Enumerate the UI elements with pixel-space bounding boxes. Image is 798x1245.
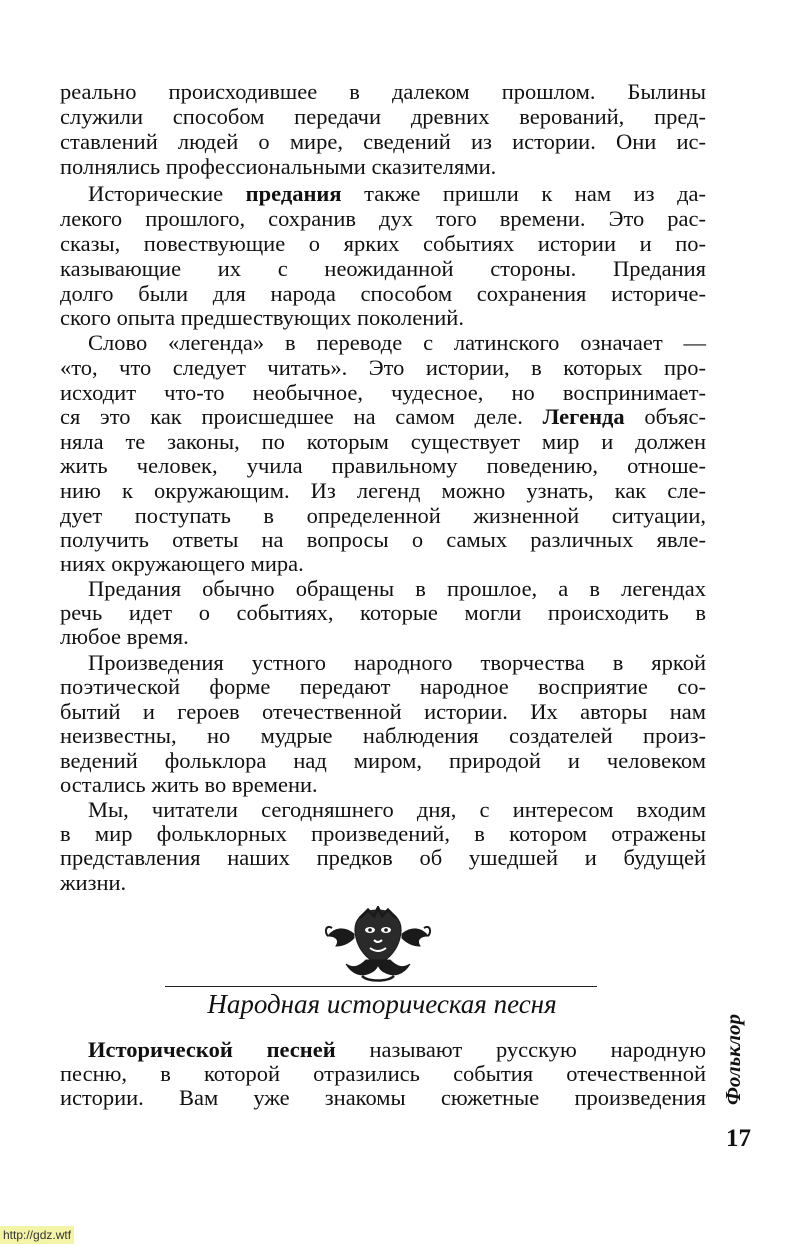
text-line: получить ответы на вопросы о самых различных явле-: [60, 527, 706, 552]
text-line: дует поступать в определенной жизненной ситуации,: [60, 503, 706, 528]
text-line: лекого прошлого, сохранив дух того времени. Это рас-: [60, 206, 706, 231]
text-line: нию к окружающим. Из легенд можно узнать, как сле-: [60, 478, 706, 503]
text-line: казывающие их с неожиданной стороны. Предания: [60, 256, 706, 281]
text-line: долго были для народа способом сохранения историче-: [60, 281, 706, 306]
text-line: ся это как происшедшее на самом деле. Легенда объяс-: [60, 404, 706, 429]
text-line: исходит что-то необычное, чудесное, но воспринимает-: [60, 380, 706, 405]
text-line: Произведения устного народного творчества в яркой: [88, 650, 706, 675]
text-line: ставлений людей о мире, сведений из истории. Они ис-: [60, 129, 706, 154]
term-predaniya: предания: [245, 181, 342, 206]
text-line: любое время.: [60, 624, 189, 649]
text-line: представления наших предков об ушедшей и будущей: [60, 845, 706, 870]
text-line: в мир фольклорных произведений, в котором отражены: [60, 821, 706, 846]
text-line: бытий и героев отечественной истории. Их авторы нам: [60, 699, 706, 724]
text-line: жить человек, учила правильному поведению, отноше-: [60, 453, 706, 478]
text-line: ведений фольклора над миром, природой и человеком: [60, 748, 706, 773]
text-line: няла те законы, по которым существует мир и должен: [60, 429, 706, 454]
text-line: сказы, повествующие о ярких событиях истории и по-: [60, 231, 706, 256]
watermark-link[interactable]: http://gdz.wtf: [0, 1226, 74, 1244]
page-number: 17: [726, 1125, 751, 1152]
term-istoricheskaya-pesnya: Исторической песней: [88, 1037, 336, 1062]
text-line: жизни.: [60, 870, 127, 895]
term-legenda: Легенда: [542, 404, 625, 429]
text-line: Мы, читатели сегодняшнего дня, с интересом входим: [88, 797, 706, 822]
text-line: остались жить во времени.: [60, 772, 318, 797]
text-line: Исторические предания также пришли к нам из да-: [88, 181, 706, 206]
text-line: реально происходившее в далеком прошлом. Былины: [60, 79, 706, 104]
text-line: Исторической песней называют русскую народную: [88, 1037, 707, 1062]
side-section-label: Фольклор: [721, 1013, 745, 1105]
text-line: неизвестны, но мудрые наблюдения создателей произ-: [60, 723, 706, 748]
section-heading: Народная историческая песня: [207, 989, 557, 1019]
text-line: «то, что следует читать». Это истории, в которых про-: [60, 355, 706, 380]
text-line: поэтической форме передают народное восприятие со-: [60, 674, 706, 699]
text-line: Предания обычно обращены в прошлое, а в легендах: [88, 576, 706, 601]
text-line: истории. Вам уже знакомы сюжетные произведения: [60, 1085, 706, 1110]
text-line: песню, в которой отразились события отечественной: [60, 1061, 706, 1086]
text-line: Слово «легенда» в переводе с латинского означает —: [88, 330, 706, 355]
text-line: речь идет о событиях, которые могли происходить в: [60, 600, 706, 625]
text-line: ниях окружающего мира.: [60, 551, 304, 576]
text-line: полнялись профессиональными сказителями.: [60, 154, 497, 179]
ornament-mask-icon: [322, 906, 434, 984]
text-line: служили способом передачи древних верований, пред-: [60, 104, 706, 129]
text-line: ского опыта предшествующих поколений.: [60, 305, 464, 330]
